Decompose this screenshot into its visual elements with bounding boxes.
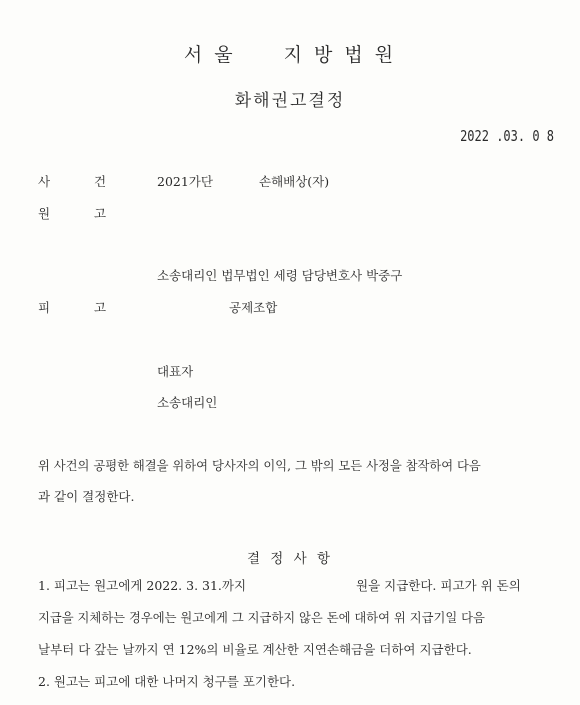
plaintiff-label-char2: 고 — [94, 206, 107, 221]
court-name-city: 서 울 — [183, 44, 236, 66]
decision-item1-line1-a: 1. 피고는 원고에게 2022. 3. 31.까지 — [38, 578, 247, 593]
case-label-char2: 건 — [94, 174, 107, 189]
defendant-label — [38, 298, 122, 316]
decision-item1-line3: 날부터 다 갚는 날까지 연 12%의 비율로 계산한 지연손해금을 더하여 지급한다. — [38, 642, 472, 657]
defendant-label-char2: 고 — [94, 300, 107, 315]
court-name — [0, 40, 580, 67]
defendant-name: 공제조합 — [229, 300, 278, 315]
decision-item1-line2: 지급을 지체하는 경우에는 원고에게 그 지급하지 않은 돈에 대하여 위 지급기일 다음 — [38, 611, 485, 625]
case-number: 2021가단 — [157, 174, 213, 189]
intro-line-1: 위 사건의 공평한 해결을 위하여 당사자의 이익, 그 밖의 모든 사정을 참작하여 다음 — [38, 459, 481, 473]
case-name: 손해배상(자) — [259, 174, 330, 189]
defendant-representative-label: 대표자 — [157, 364, 194, 379]
case-label-char1: 사 — [38, 174, 51, 189]
decision-item1-line1-b: 원을 지급한다. 피고가 위 돈의 — [356, 578, 521, 593]
case-label — [38, 172, 122, 190]
decision-date: 2022 .03. 0 8 — [460, 127, 554, 145]
defendant-label-char1: 피 — [38, 300, 51, 315]
court-name-type: 지 방 법 원 — [283, 44, 397, 66]
decision-title: 결 정 사 항 — [246, 551, 334, 567]
defendant-agent-label: 소송대리인 — [157, 395, 218, 410]
decision-item2: 2. 원고는 피고에 대한 나머지 청구를 포기한다. — [38, 674, 296, 689]
intro-line-2: 과 같이 결정한다. — [38, 489, 135, 504]
document-title: 화해권고결정 — [234, 91, 346, 111]
plaintiff-agent: 소송대리인 법무법인 세령 담당변호사 박중구 — [157, 268, 403, 283]
plaintiff-label-char1: 원 — [38, 206, 51, 221]
plaintiff-label — [38, 204, 122, 222]
